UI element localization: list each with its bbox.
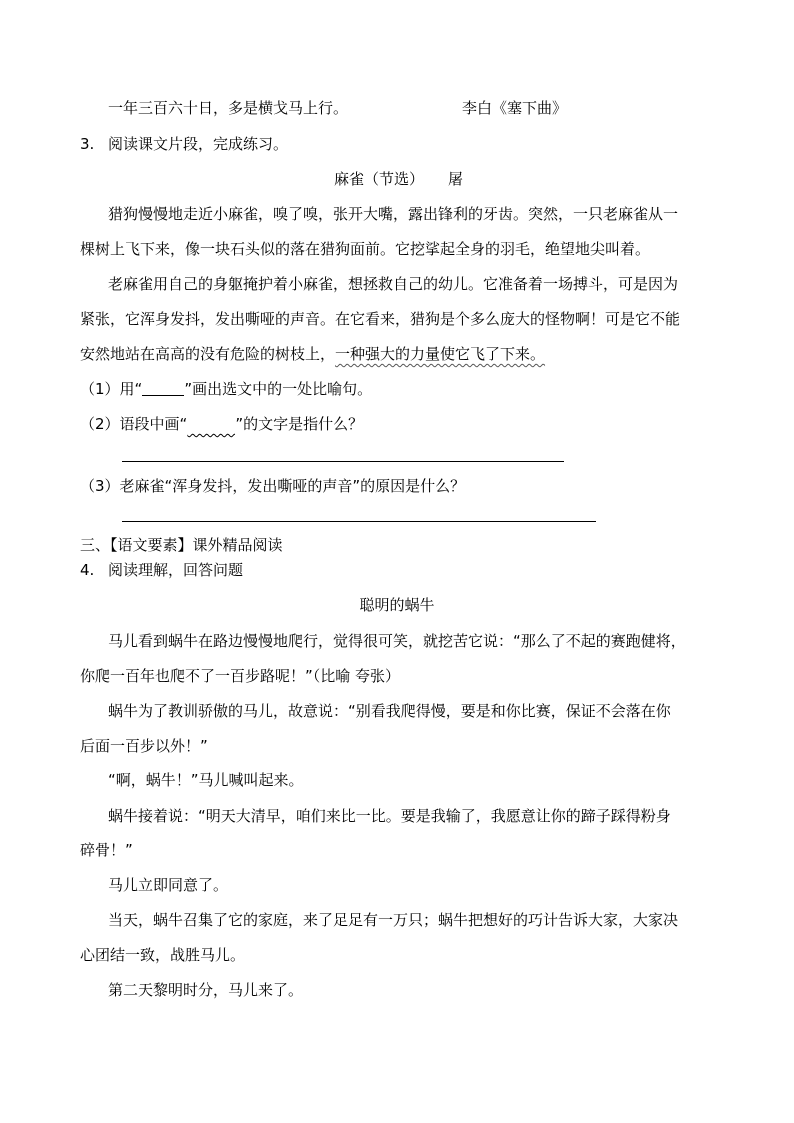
q4-paragraph-line: 碎骨！” — [80, 841, 133, 859]
q4-passage-title: 聪明的蜗牛 — [359, 596, 435, 614]
q3-wavy-underlined-text: 一种强大的力量使它飞了下来。 — [335, 345, 546, 363]
q4-paragraph-line: 第二天黎明时分，马儿来了。 — [108, 981, 304, 999]
q3-paragraph-line: 紧张，它浑身发抖，发出嘶哑的声音。在它看来，猎狗是个多么庞大的怪物啊！可是它不能 — [80, 310, 681, 328]
section-3-heading: 三、【语文要素】课外精品阅读 — [80, 536, 283, 554]
q4-paragraph-line: 当天，蜗牛召集了它的家庭，来了足足有一万只；蜗牛把想好的巧计告诉大家，大家决 — [108, 911, 679, 929]
q3-paragraph-line: 老麻雀用自己的身躯掩护着小麻雀，想拯救自己的幼儿。它准备着一场搏斗，可是因为 — [108, 275, 679, 293]
q4-paragraph-line: 蜗牛接着说：“明天大清早，咱们来比一比。要是我输了，我愿意让你的蹄子踩得粉身 — [108, 807, 671, 825]
q4-paragraph-line: 马儿立即同意了。 — [108, 876, 229, 894]
q4-paragraph-line: 蜗牛为了教训骄傲的马儿，故意说：“别看我爬得慢，要是和你比赛，保证不会落在你 — [108, 702, 671, 720]
q3-paragraph-line: 猎狗慢慢地走近小麻雀，嗅了嗅，张开大嘴，露出锋利的牙齿。突然，一只老麻雀从一 — [108, 205, 679, 223]
q3-subquestion-3: （3）老麻雀“浑身发抖，发出嘶哑的声音”的原因是什么？ — [80, 477, 466, 495]
q3-passage-author: 屠 — [448, 170, 464, 188]
solid-underline-sample — [142, 381, 184, 396]
subquestion-text: （1）用“ — [80, 380, 143, 398]
q3-subquestion-1 — [80, 379, 372, 399]
q4-paragraph-line: 你爬一百年也爬不了一百步路呢！”（比喻 夸张） — [80, 667, 401, 685]
subquestion-text: ”画出选文中的一处比喻句。 — [184, 380, 373, 398]
q4-paragraph-line: 心团结一致，战胜马儿。 — [80, 946, 246, 964]
q3-paragraph-line — [80, 344, 545, 364]
q4-paragraph-line: 马儿看到蜗牛在路边慢慢地爬行，觉得很可笑，就挖苦它说：“那么了不起的赛跑健将， — [108, 632, 686, 650]
wavy-underline-sample — [187, 416, 235, 430]
q3-paragraph-line: 棵树上飞下来，像一块石头似的落在猎狗面前。它挖挲起全身的羽毛，绝望地尖叫着。 — [80, 240, 651, 258]
q3-number: 3. — [80, 135, 95, 153]
poem-line: 一年三百六十日，多是横戈马上行。 — [108, 99, 349, 117]
q4-paragraph-line: 后面一百步以外！” — [80, 737, 208, 755]
q3-instruction: 阅读课文片段，完成练习。 — [108, 135, 289, 153]
answer-line-2[interactable] — [122, 461, 564, 462]
subquestion-text: （2）语段中画“ — [80, 415, 188, 433]
q4-paragraph-line: “啊，蜗牛！”马儿喊叫起来。 — [108, 771, 304, 789]
answer-line-3[interactable] — [122, 521, 596, 522]
poem-source: 李白《塞下曲》 — [462, 99, 568, 117]
q3-passage-title: 麻雀（节选） — [334, 170, 425, 188]
q4-instruction: 阅读理解，回答问题 — [108, 561, 244, 579]
subquestion-text: ”的文字是指什么？ — [235, 415, 364, 433]
q3-subquestion-2 — [80, 414, 363, 434]
q4-number: 4. — [80, 561, 95, 579]
q3-plain-text: 安然地站在高高的没有危险的树枝上， — [80, 345, 336, 363]
